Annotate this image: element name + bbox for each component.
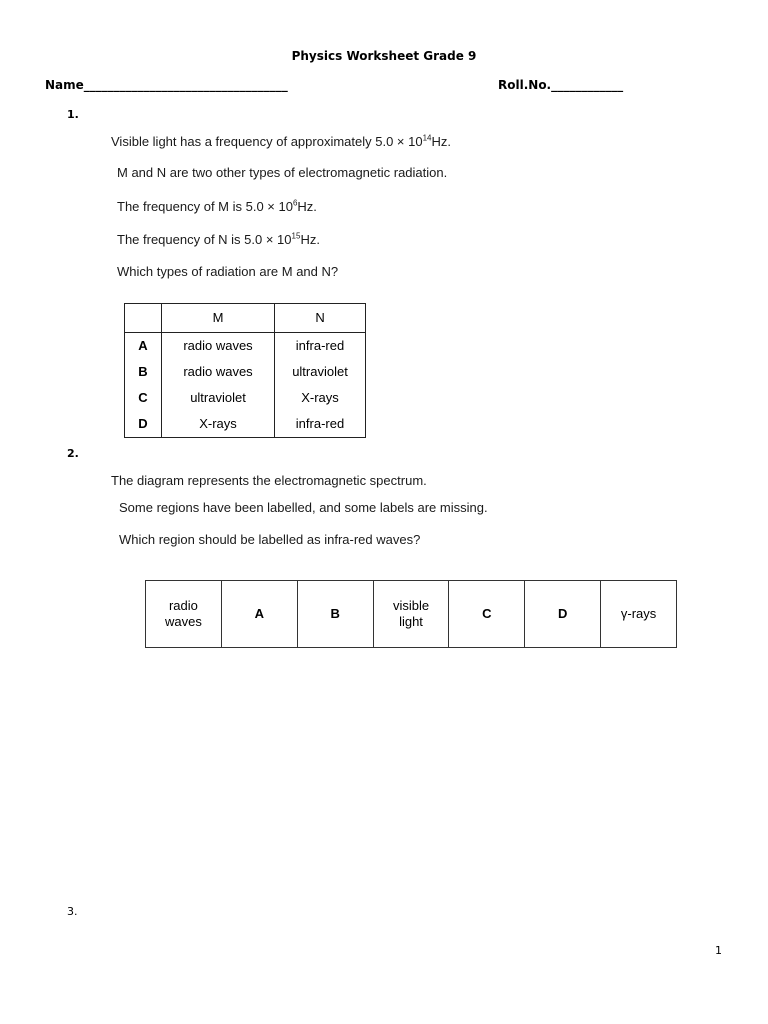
spectrum-label-line-2: waves [165,614,202,629]
spectrum-region-label [255,606,264,622]
q2-line-2: Some regions have been labelled, and some labels are missing. [119,500,488,515]
table-header-m: M [162,304,275,333]
name-field-label: Name__________________________________ [45,78,288,92]
table-row [125,385,366,411]
q1-line-5: Which types of radiation are M and N? [117,264,339,279]
spectrum-region-label [330,606,339,622]
option-m: radio waves [162,333,275,360]
spectrum-region [525,581,601,647]
q1-line-3-exponent: 6 [292,198,298,208]
q1-line-4 [117,232,320,247]
option-m: ultraviolet [162,385,275,411]
roll-number-field-label: Roll.No.____________ [498,78,624,92]
spectrum-label-line-2: light [399,614,423,629]
spectrum-label-line-1: radio [168,598,198,613]
option-n: infra-red [275,411,366,438]
question-1-number: 1. [67,108,79,121]
answer-options-table [124,303,366,438]
table-row [125,411,366,438]
spectrum-region [146,581,222,647]
q2-line-1: The diagram represents the electromagnetic spectrum. [111,473,427,488]
q1-line-4-text: The frequency of N is 5.0 × 10 [117,232,292,247]
q1-line-1-unit: Hz. [431,134,451,149]
option-m: X-rays [162,411,275,438]
q1-line-3-text: The frequency of M is 5.0 × 10 [117,199,293,214]
spectrum-region [374,581,450,647]
q1-line-2: M and N are two other types of electromagnetic radiation. [117,165,448,180]
option-n: X-rays [275,385,366,411]
page-number: 1 [715,944,722,957]
q1-line-1-exponent: 14 [422,133,432,143]
option-n: infra-red [275,333,366,360]
option-n: ultraviolet [275,359,366,385]
table-header-row [125,304,366,333]
table-row [125,333,366,360]
option-m: radio waves [162,359,275,385]
option-letter: B [125,359,162,385]
spectrum-region-label [621,606,656,622]
page-title: Physics Worksheet Grade 9 [291,49,477,63]
spectrum-label-line-1: A [254,606,264,621]
option-letter: D [125,411,162,438]
spectrum-label-line-1: C [482,606,492,621]
q1-line-1 [111,134,451,149]
spectrum-region [449,581,525,647]
question-2-number: 2. [67,447,79,460]
option-letter: A [125,333,162,360]
q1-line-3-unit: Hz. [297,199,317,214]
spectrum-label-line-1: B [330,606,340,621]
spectrum-region [298,581,374,647]
q1-line-4-exponent: 15 [291,231,301,241]
question-3-number: 3. [67,905,78,918]
spectrum-label-line-1: D [558,606,568,621]
electromagnetic-spectrum-diagram [145,580,677,648]
q2-line-3: Which region should be labelled as infra-red waves? [119,532,421,547]
spectrum-region-label [558,606,567,622]
table-row [125,359,366,385]
q1-line-3 [117,199,317,214]
spectrum-label-line-1: γ-rays [620,606,657,621]
spectrum-region-label [393,598,429,630]
table-header-n: N [275,304,366,333]
q1-line-1-text: Visible light has a frequency of approximately 5.0 × 10 [111,134,423,149]
spectrum-label-line-1: visible [392,598,430,613]
spectrum-region-label [482,606,491,622]
spectrum-region [601,581,676,647]
table-header-blank [125,304,162,333]
option-letter: C [125,385,162,411]
spectrum-region [222,581,298,647]
q1-line-4-unit: Hz. [300,232,320,247]
spectrum-region-label [165,598,202,630]
